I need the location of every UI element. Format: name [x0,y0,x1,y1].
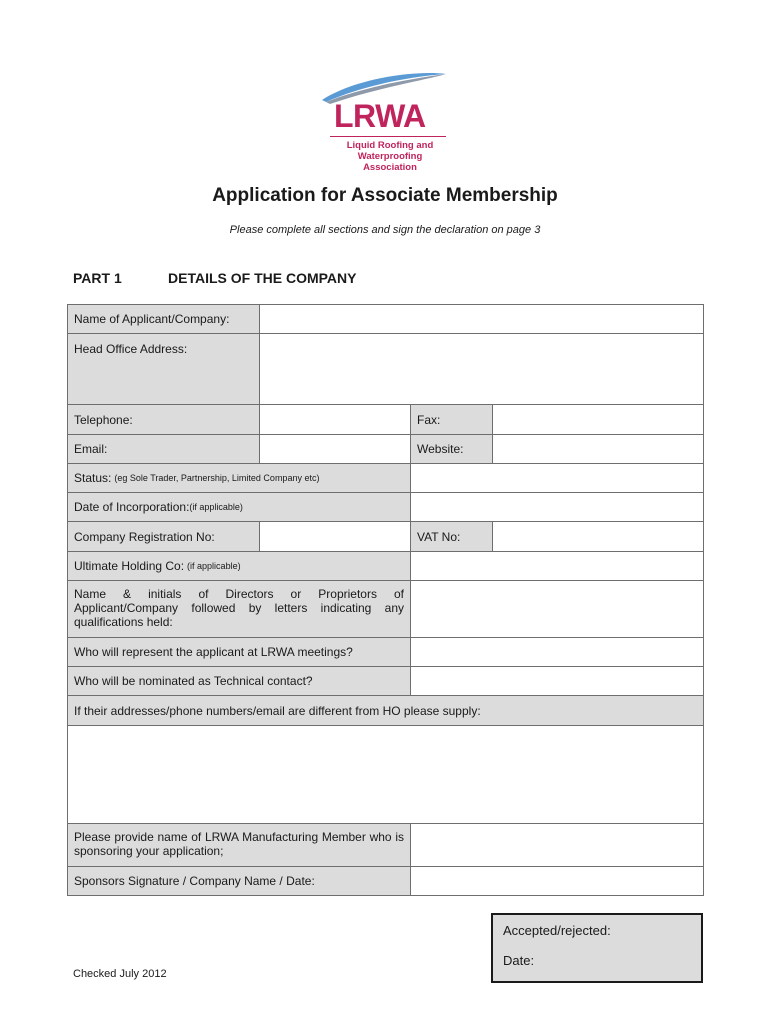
logo-subtitle: Liquid Roofing and Waterproofing Association [346,140,434,173]
registration-field[interactable] [259,521,411,552]
address-field[interactable] [259,333,704,405]
status-label: Status: (eg Sole Trader, Partnership, Limited Company etc) [67,463,411,493]
signature-field[interactable] [410,866,704,896]
page-title: Application for Associate Membership [212,185,558,206]
sponsor-label: Please provide name of LRWA Manufacturing Member who is sponsoring your application; [67,823,411,867]
name-label: Name of Applicant/Company: [67,304,260,334]
lrwa-logo [316,70,456,173]
incorporation-label: Date of Incorporation: (if applicable) [67,492,411,522]
technical-field[interactable] [410,666,704,696]
registration-label: Company Registration No: [67,521,260,552]
holding-field[interactable] [410,551,704,581]
address-label: Head Office Address: [67,333,260,405]
email-label: Email: [67,434,260,464]
part-title: DETAILS OF THE COMPANY [168,270,357,286]
status-field[interactable] [410,463,704,493]
different-contact-label: If their addresses/phone numbers/email are different from HO please supply: [67,695,704,726]
logo-divider [330,136,446,137]
logo-wordmark: LRWA [334,98,426,134]
vat-field[interactable] [492,521,704,552]
holding-label: Ultimate Holding Co: (if applicable) [67,551,411,581]
sponsor-field[interactable] [410,823,704,867]
fax-label: Fax: [410,404,493,435]
represent-label: Who will represent the applicant at LRWA meetings? [67,637,411,667]
office-use-box [491,913,703,983]
directors-field[interactable] [410,580,704,638]
date-label: Date: [503,953,535,968]
accepted-label: Accepted/rejected: [503,923,611,938]
represent-field[interactable] [410,637,704,667]
telephone-label: Telephone: [67,404,260,435]
website-field[interactable] [492,434,704,464]
directors-label: Name & initials of Directors or Proprietors of Applicant/Company followed by letters indicating any qualifications held: [67,580,411,638]
name-field[interactable] [259,304,704,334]
signature-label: Sponsors Signature / Company Name / Date: [67,866,411,896]
fax-field[interactable] [492,404,704,435]
different-contact-field[interactable] [67,725,704,824]
part-number: PART 1 [73,270,122,286]
email-field[interactable] [259,434,411,464]
technical-label: Who will be nominated as Technical contact? [67,666,411,696]
telephone-field[interactable] [259,404,411,435]
incorporation-field[interactable] [410,492,704,522]
vat-label: VAT No: [410,521,493,552]
website-label: Website: [410,434,493,464]
footer-checked: Checked July 2012 [73,968,167,980]
page-subtitle: Please complete all sections and sign the declaration on page 3 [229,224,541,236]
